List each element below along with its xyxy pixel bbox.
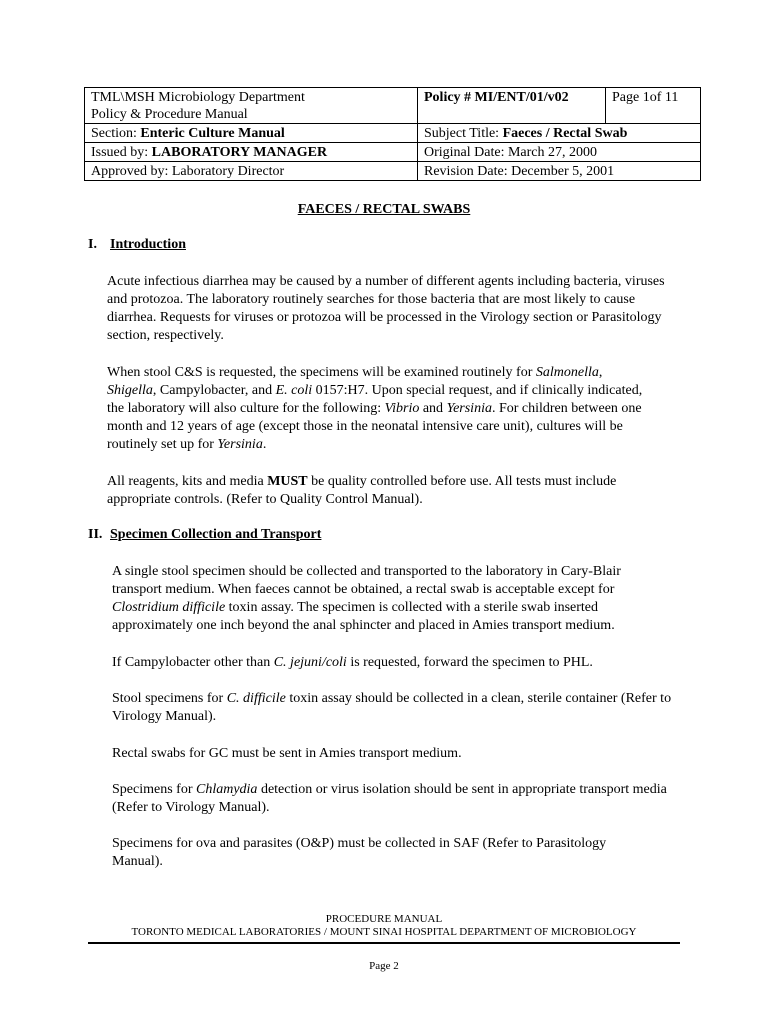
text-run: and <box>419 401 447 416</box>
organism-name: C. difficile <box>226 691 286 706</box>
issued-prefix: Issued by: <box>91 145 152 160</box>
organism-name: E. coli <box>275 383 313 398</box>
section-title: Specimen Collection and Transport <box>110 527 322 542</box>
text-run: toxin assay should be collected in a clean, sterile container (Refer to Virology Manual). <box>112 691 672 724</box>
section-number: II. <box>88 527 103 542</box>
organism-name: Salmonella <box>535 365 599 380</box>
footer-divider <box>88 942 680 944</box>
section-title: Introduction <box>110 237 186 252</box>
page-number: Page 2 <box>369 960 399 972</box>
page-footer <box>88 913 680 939</box>
collection-paragraph-1 <box>112 563 667 635</box>
text-run: , <box>598 365 603 380</box>
collection-paragraph-4: Rectal swabs for GC must be sent in Amies transport medium. <box>112 746 462 761</box>
section-heading-specimen-collection <box>88 527 321 543</box>
section-value: Enteric Culture Manual <box>140 126 285 141</box>
organism-name: Shigella <box>107 383 153 398</box>
organism-name: Clostridium difficile <box>112 600 226 615</box>
section-cell <box>85 124 418 143</box>
collection-paragraph-6: Specimens for ova and parasites (O&P) must be collected in SAF (Refer to Parasitology Manual). <box>112 836 607 869</box>
page-count-cell: Page 1of 11 <box>606 88 701 124</box>
text-run: . <box>262 437 267 452</box>
text-run: detection or virus isolation should be sent in appropriate transport media (Refer to Virology Manual). <box>112 782 667 815</box>
section-prefix: Section: <box>91 126 141 141</box>
manual-line: Policy & Procedure Manual <box>91 107 248 122</box>
organism-name: Yersinia <box>446 401 492 416</box>
collection-paragraph-2 <box>112 654 672 672</box>
subject-cell <box>418 124 701 143</box>
subject-prefix: Subject Title: <box>424 126 503 141</box>
text-run: be quality controlled before use. All tests must include appropriate controls. (Refer to Quality Control Manual). <box>107 474 617 507</box>
intro-paragraph-2 <box>107 364 650 454</box>
section-number: I. <box>88 237 97 252</box>
revision-date-cell: Revision Date: December 5, 2001 <box>418 162 701 181</box>
text-run: When stool C&S is requested, the specimens will be examined routinely for <box>107 365 536 380</box>
department-cell <box>85 88 418 124</box>
approved-cell: Approved by: Laboratory Director <box>85 162 418 181</box>
text-run: , Campylobacter, and <box>152 383 276 398</box>
collection-paragraph-5 <box>112 781 677 817</box>
issued-cell <box>85 143 418 162</box>
collection-paragraph-3 <box>112 690 672 726</box>
text-run: is requested, forward the specimen to PHL. <box>346 655 593 670</box>
intro-paragraph-3 <box>107 473 655 509</box>
issued-value: LABORATORY MANAGER <box>151 145 328 160</box>
text-run: Stool specimens for <box>112 691 227 706</box>
department-line: TML\MSH Microbiology Department <box>91 90 305 105</box>
text-run: A single stool specimen should be collected and transported to the laboratory in Cary-Blair transport medium. When faeces cannot be obtained, a rectal swab is acceptable except for <box>112 564 621 597</box>
intro-paragraph-1: Acute infectious diarrhea may be caused by a number of different agents including bacteria, viruses and protozoa. The laboratory routinely searches for those bacteria that are most likely to cause diarrhea. Requests for viruses or protozoa will be processed in the Virology section or Parasitology section, respectively. <box>107 274 665 343</box>
text-run: Specimens for <box>112 782 196 797</box>
organism-name: Vibrio <box>384 401 420 416</box>
organism-name: Chlamydia <box>195 782 258 797</box>
subject-value: Faeces / Rectal Swab <box>502 126 628 141</box>
original-date-cell: Original Date: March 27, 2000 <box>418 143 701 162</box>
text-run: If Campylobacter other than <box>112 655 274 670</box>
emphasis-must: MUST <box>267 474 308 489</box>
text-run: 0157:H7. Upon special request, and if clinically indicated, the laboratory will also culture for the following: <box>107 383 643 416</box>
footer-institution-line: TORONTO MEDICAL LABORATORIES / MOUNT SINAI HOSPITAL DEPARTMENT OF MICROBIOLOGY <box>131 926 637 938</box>
organism-name: Yersinia <box>217 437 263 452</box>
policy-cell: Policy # MI/ENT/01/v02 <box>418 88 606 124</box>
text-run: . For children between one month and 12 years of age (except those in the neonatal intensive care unit), cultures will be routinely set up for <box>107 401 642 452</box>
text-run: toxin assay. The specimen is collected with a sterile swab inserted approximately one inch beyond the anal sphincter and placed in Amies transport medium. <box>112 600 615 633</box>
document-title: FAECES / RECTAL SWABS <box>297 202 471 217</box>
header-table <box>84 87 701 181</box>
section-heading-introduction <box>88 237 186 253</box>
footer-manual-line: PROCEDURE MANUAL <box>325 913 443 925</box>
text-run: All reagents, kits and media <box>107 474 268 489</box>
organism-name: C. jejuni/coli <box>273 655 347 670</box>
